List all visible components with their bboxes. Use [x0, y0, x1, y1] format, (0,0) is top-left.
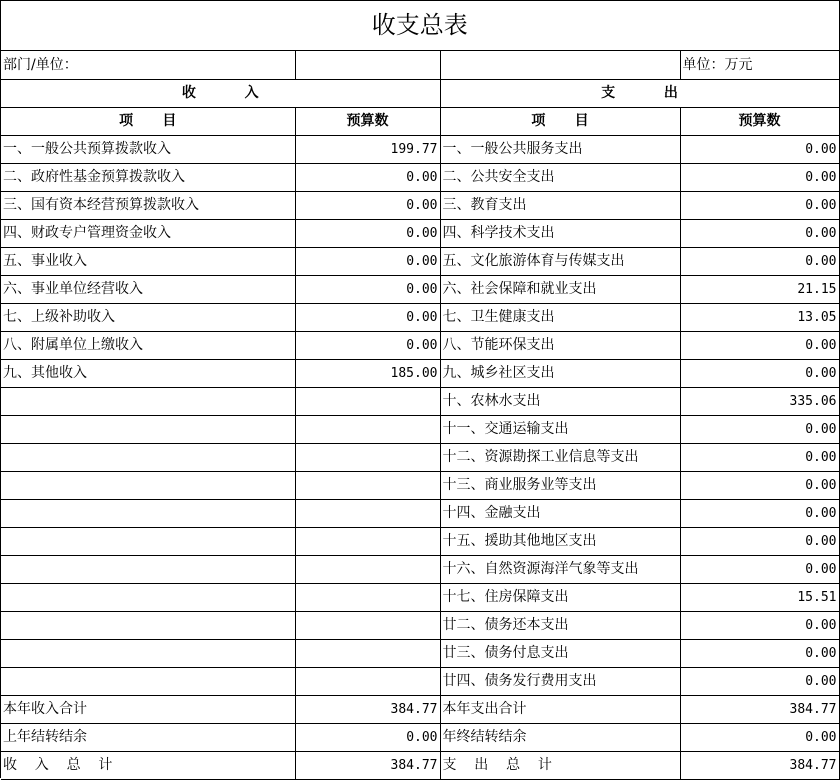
- income-value-cell: 0.00: [295, 164, 440, 192]
- income-value-cell: 0.00: [295, 248, 440, 276]
- income-value-cell: 0.00: [295, 220, 440, 248]
- expense-value-cell: 21.15: [680, 276, 839, 304]
- income-value-cell: 0.00: [295, 724, 440, 752]
- expense-value-cell: 0.00: [680, 640, 839, 668]
- expense-budget-header: 预算数: [680, 108, 839, 136]
- income-item-cell: [1, 388, 295, 416]
- income-item-cell: [1, 584, 295, 612]
- income-item-cell: 四、财政专户管理资金收入: [1, 220, 295, 248]
- income-item-cell: [1, 612, 295, 640]
- meta-empty-cell: [440, 51, 680, 80]
- income-value-cell: 384.77: [295, 696, 440, 724]
- total-row: [1, 752, 839, 780]
- expense-item-cell: 二、公共安全支出: [440, 164, 680, 192]
- table-row: [1, 444, 839, 472]
- income-value-cell: [295, 612, 440, 640]
- dept-value-cell: [295, 51, 440, 80]
- expense-item-cell: 九、城乡社区支出: [440, 360, 680, 388]
- expense-item-cell: 三、教育支出: [440, 192, 680, 220]
- expense-item-cell: 一、一般公共服务支出: [440, 136, 680, 164]
- income-item-cell: 一、一般公共预算拨款收入: [1, 136, 295, 164]
- expense-value-cell: 0.00: [680, 444, 839, 472]
- table-row: [1, 220, 839, 248]
- table-row: [1, 136, 839, 164]
- table-row: [1, 248, 839, 276]
- table-row: [1, 640, 839, 668]
- table-row: [1, 556, 839, 584]
- expense-value-cell: 0.00: [680, 528, 839, 556]
- income-item-cell: [1, 556, 295, 584]
- income-item-cell: 八、附属单位上缴收入: [1, 332, 295, 360]
- expense-item-cell: 十、农林水支出: [440, 388, 680, 416]
- income-item-cell: [1, 528, 295, 556]
- table-row: [1, 528, 839, 556]
- income-item-cell: [1, 416, 295, 444]
- table-row: [1, 612, 839, 640]
- income-item-cell: 五、事业收入: [1, 248, 295, 276]
- expense-item-cell: 十七、住房保障支出: [440, 584, 680, 612]
- expense-item-cell: 年终结转结余: [440, 724, 680, 752]
- expense-value-cell: 0.00: [680, 612, 839, 640]
- table-row: [1, 360, 839, 388]
- expense-item-cell: 四、科学技术支出: [440, 220, 680, 248]
- expense-item-cell: 十四、金融支出: [440, 500, 680, 528]
- income-value-cell: [295, 528, 440, 556]
- income-value-cell: [295, 416, 440, 444]
- expense-value-cell: 0.00: [680, 164, 839, 192]
- expense-item-cell: 支 出 总 计: [440, 752, 680, 780]
- income-value-cell: 0.00: [295, 304, 440, 332]
- summary-table: [1, 1, 840, 780]
- expense-value-cell: 0.00: [680, 500, 839, 528]
- income-item-cell: [1, 640, 295, 668]
- expense-item-cell: 十三、商业服务业等支出: [440, 472, 680, 500]
- income-value-cell: [295, 668, 440, 696]
- income-value-cell: 384.77: [295, 752, 440, 780]
- expense-item-cell: 本年支出合计: [440, 696, 680, 724]
- income-item-cell: 二、政府性基金预算拨款收入: [1, 164, 295, 192]
- income-value-cell: [295, 444, 440, 472]
- expense-value-cell: 335.06: [680, 388, 839, 416]
- expense-value-cell: 0.00: [680, 136, 839, 164]
- expense-item-header: 项 目: [440, 108, 680, 136]
- income-item-cell: [1, 668, 295, 696]
- expense-item-cell: 十一、交通运输支出: [440, 416, 680, 444]
- income-budget-header: 预算数: [295, 108, 440, 136]
- table-row: [1, 276, 839, 304]
- page-title: 收支总表: [1, 1, 839, 51]
- table-row: [1, 192, 839, 220]
- income-value-cell: [295, 640, 440, 668]
- income-value-cell: [295, 584, 440, 612]
- expense-item-cell: 廿三、债务付息支出: [440, 640, 680, 668]
- carry-row: [1, 724, 839, 752]
- expense-item-cell: 十二、资源勘探工业信息等支出: [440, 444, 680, 472]
- expense-value-cell: 0.00: [680, 192, 839, 220]
- expense-value-cell: 0.00: [680, 220, 839, 248]
- income-item-cell: 上年结转结余: [1, 724, 295, 752]
- income-value-cell: [295, 500, 440, 528]
- expense-item-cell: 五、文化旅游体育与传媒支出: [440, 248, 680, 276]
- table-row: [1, 584, 839, 612]
- table-row: [1, 472, 839, 500]
- income-item-cell: [1, 472, 295, 500]
- income-item-cell: 收 入 总 计: [1, 752, 295, 780]
- income-item-cell: [1, 444, 295, 472]
- expense-item-cell: 七、卫生健康支出: [440, 304, 680, 332]
- income-item-cell: 七、上级补助收入: [1, 304, 295, 332]
- income-value-cell: 185.00: [295, 360, 440, 388]
- expense-value-cell: 13.05: [680, 304, 839, 332]
- expense-value-cell: 0.00: [680, 416, 839, 444]
- expense-value-cell: 0.00: [680, 472, 839, 500]
- meta-row: [1, 51, 839, 80]
- income-value-cell: 0.00: [295, 332, 440, 360]
- dept-label: 部门/单位：: [1, 51, 295, 80]
- expense-item-cell: 十五、援助其他地区支出: [440, 528, 680, 556]
- income-item-cell: [1, 500, 295, 528]
- table-row: [1, 388, 839, 416]
- expense-value-cell: 0.00: [680, 556, 839, 584]
- table-row: [1, 164, 839, 192]
- income-item-header: 项 目: [1, 108, 295, 136]
- title-row: [1, 1, 839, 51]
- expense-value-cell: 0.00: [680, 248, 839, 276]
- expense-value-cell: 0.00: [680, 668, 839, 696]
- expense-value-cell: 15.51: [680, 584, 839, 612]
- income-value-cell: [295, 556, 440, 584]
- income-item-cell: 九、其他收入: [1, 360, 295, 388]
- income-item-cell: 六、事业单位经营收入: [1, 276, 295, 304]
- table-row: [1, 332, 839, 360]
- income-value-cell: 0.00: [295, 276, 440, 304]
- income-value-cell: [295, 388, 440, 416]
- income-item-cell: 本年收入合计: [1, 696, 295, 724]
- expense-section-header: 支 出: [440, 80, 839, 108]
- expense-item-cell: 廿四、债务发行费用支出: [440, 668, 680, 696]
- income-section-header: 收 入: [1, 80, 440, 108]
- expense-item-cell: 六、社会保障和就业支出: [440, 276, 680, 304]
- expense-value-cell: 0.00: [680, 332, 839, 360]
- subtotal-row: [1, 696, 839, 724]
- income-value-cell: [295, 472, 440, 500]
- income-value-cell: 0.00: [295, 192, 440, 220]
- column-header-row: [1, 108, 839, 136]
- expense-value-cell: 384.77: [680, 696, 839, 724]
- expense-value-cell: 0.00: [680, 360, 839, 388]
- table-row: [1, 416, 839, 444]
- income-value-cell: 199.77: [295, 136, 440, 164]
- unit-label: 单位：万元: [680, 51, 839, 80]
- income-item-cell: 三、国有资本经营预算拨款收入: [1, 192, 295, 220]
- expense-item-cell: 八、节能环保支出: [440, 332, 680, 360]
- table-row: [1, 668, 839, 696]
- section-row: [1, 80, 839, 108]
- table-row: [1, 304, 839, 332]
- table-row: [1, 500, 839, 528]
- expense-value-cell: 0.00: [680, 724, 839, 752]
- expense-item-cell: 廿二、债务还本支出: [440, 612, 680, 640]
- expense-item-cell: 十六、自然资源海洋气象等支出: [440, 556, 680, 584]
- expense-value-cell: 384.77: [680, 752, 839, 780]
